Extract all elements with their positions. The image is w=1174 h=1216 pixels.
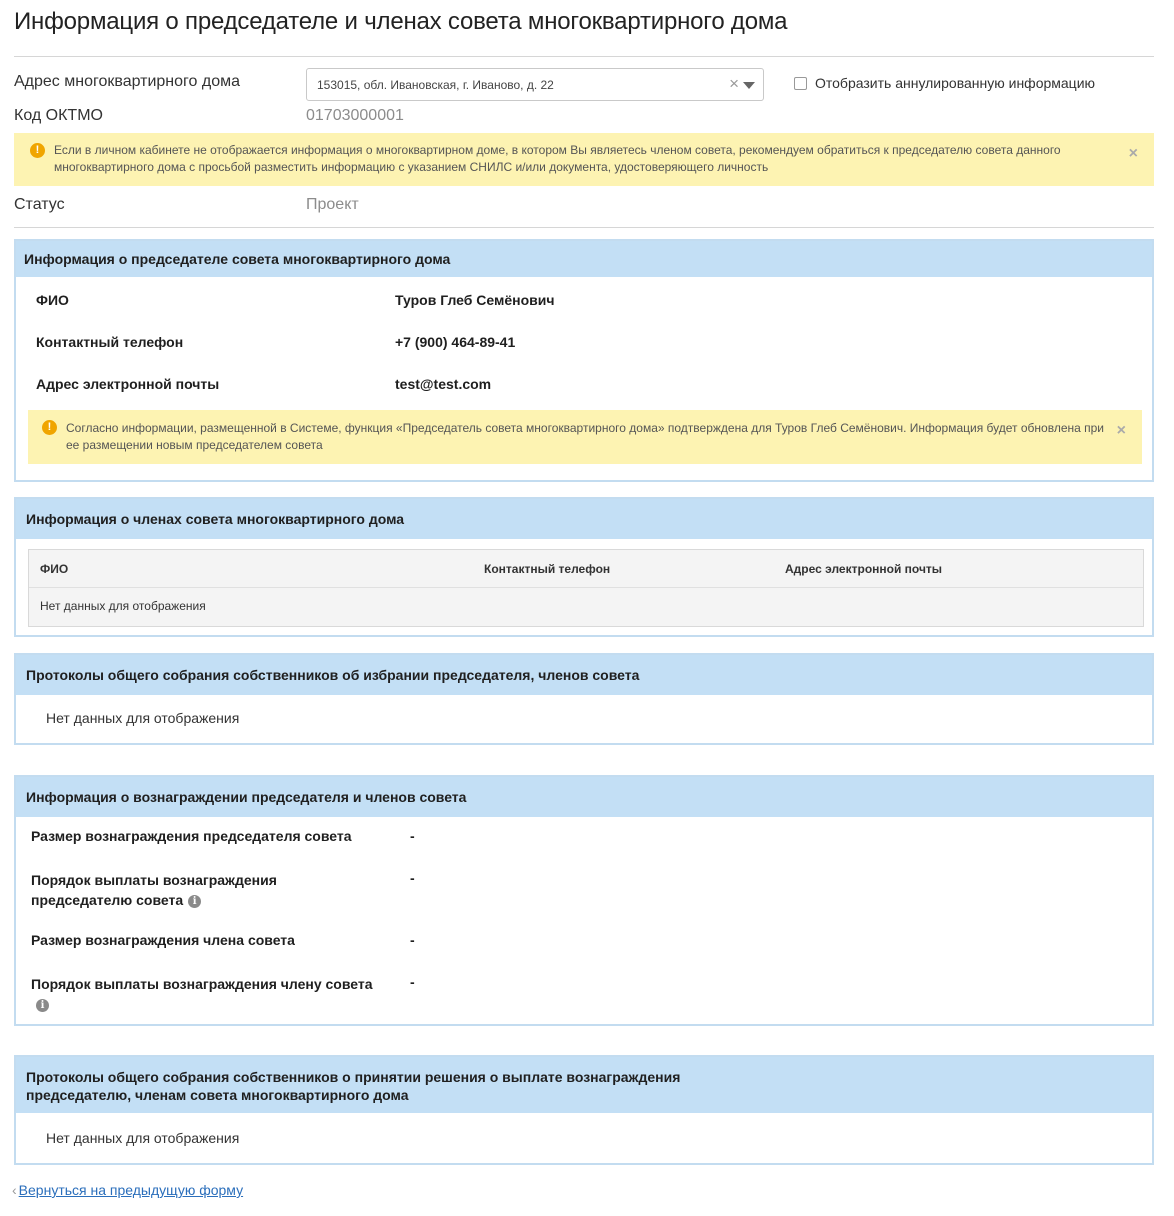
status-value: Проект [306,196,359,213]
chairman-email-label: Адрес электронной почты [36,376,220,392]
members-table [28,549,1144,627]
chairman-header: Информация о председателе совета многоквартирного дома [16,241,1152,277]
reward-member-order-value: - [410,974,415,990]
reward-chairman-order-value: - [410,870,415,886]
oktmo-label: Код ОКТМО [14,107,103,124]
address-label: Адрес многоквартирного дома [14,73,240,90]
oktmo-value: 01703000001 [306,107,404,124]
chairman-fio-value: Туров Глеб Семёнович [395,292,555,308]
table-row [29,588,1143,626]
page-title: Информация о председателе и членах совета многоквартирного дома [14,8,788,35]
show-annulled-checkbox[interactable] [794,75,1095,91]
protocols-election-empty: Нет данных для отображения [46,710,240,726]
members-table-header [29,550,1143,588]
title-divider [14,56,1154,57]
chevron-left-icon: ‹ [12,1182,17,1198]
column-fio[interactable]: ФИО [40,562,69,576]
back-link-text[interactable]: Вернуться на предыдущую форму [18,1182,244,1198]
members-empty-text: Нет данных для отображения [40,599,206,613]
show-annulled-label: Отобразить аннулированную информацию [815,75,1096,91]
warning-icon: ! [30,143,45,158]
notice-text: Если в личном кабинете не отображается информация о многоквартирном доме, в котором Вы являетесь членом совета, рекомендуем обратиться к председателю совета данного многоквартирного дома с просьбой разместить информацию с указанием СНИЛС и/или документа, удостоверяющего личность [54,143,1061,174]
warning-icon: ! [42,420,57,435]
reward-chairman-order-label [31,870,277,910]
protocols-reward-header-line1: Протоколы общего собрания собственников о принятии решения о выплате вознаграждения [26,1069,681,1085]
chairman-fio-label: ФИО [36,292,69,308]
protocols-election-header: Протоколы общего собрания собственников об избрании председателя, членов совета [16,655,1152,695]
protocols-reward-panel [14,1055,1154,1165]
chevron-down-icon[interactable] [743,82,755,89]
address-select-value: 153015, обл. Ивановская, г. Иваново, д. 22 [317,78,554,92]
chairman-notice-text: Согласно информации, размещенной в Системе, функция «Председатель совета многоквартирного дома» подтверждена для Туров Глеб Семёнович. Информация будет обновлена при ее размещении новым председателем совета [66,421,1105,452]
close-icon[interactable]: × [1116,422,1126,439]
chairman-notice [28,410,1142,464]
chairman-phone-value: +7 (900) 464-89-41 [395,334,516,350]
notice-banner [14,133,1154,186]
protocols-reward-empty: Нет данных для отображения [46,1130,240,1146]
reward-chairman-order-line2: председателю совета [31,892,184,908]
info-icon[interactable]: i [188,895,201,908]
close-icon[interactable]: × [1128,145,1138,162]
chairman-phone-label: Контактный телефон [36,334,184,350]
reward-member-size-label: Размер вознаграждения члена совета [31,932,295,948]
chairman-panel [14,239,1154,482]
reward-chairman-size-value: - [410,828,415,844]
reward-member-order-label [31,974,373,1014]
reward-chairman-size-label: Размер вознаграждения председателя совета [31,828,352,844]
protocols-election-panel [14,653,1154,745]
column-email[interactable]: Адрес электронной почты [785,562,943,576]
reward-header: Информация о вознаграждении председателя и членов совета [16,777,1152,817]
reward-chairman-order-line1: Порядок выплаты вознаграждения [31,872,277,888]
reward-member-size-value: - [410,932,415,948]
members-panel [14,497,1154,637]
status-divider [14,227,1154,228]
back-link[interactable] [12,1182,243,1198]
column-phone[interactable]: Контактный телефон [484,562,611,576]
chairman-email-value: test@test.com [395,376,492,392]
info-icon[interactable]: i [36,999,49,1012]
clear-icon[interactable]: × [729,74,739,93]
protocols-reward-header [16,1057,1152,1113]
status-label: Статус [14,196,65,213]
members-header: Информация о членах совета многоквартирного дома [16,499,1152,539]
reward-member-order-text: Порядок выплаты вознаграждения члену совета [31,976,373,992]
address-select[interactable] [306,68,764,101]
protocols-reward-header-line2: председателю, членам совета многоквартирного дома [26,1087,409,1103]
checkbox-box[interactable] [794,77,807,90]
reward-panel [14,775,1154,1026]
